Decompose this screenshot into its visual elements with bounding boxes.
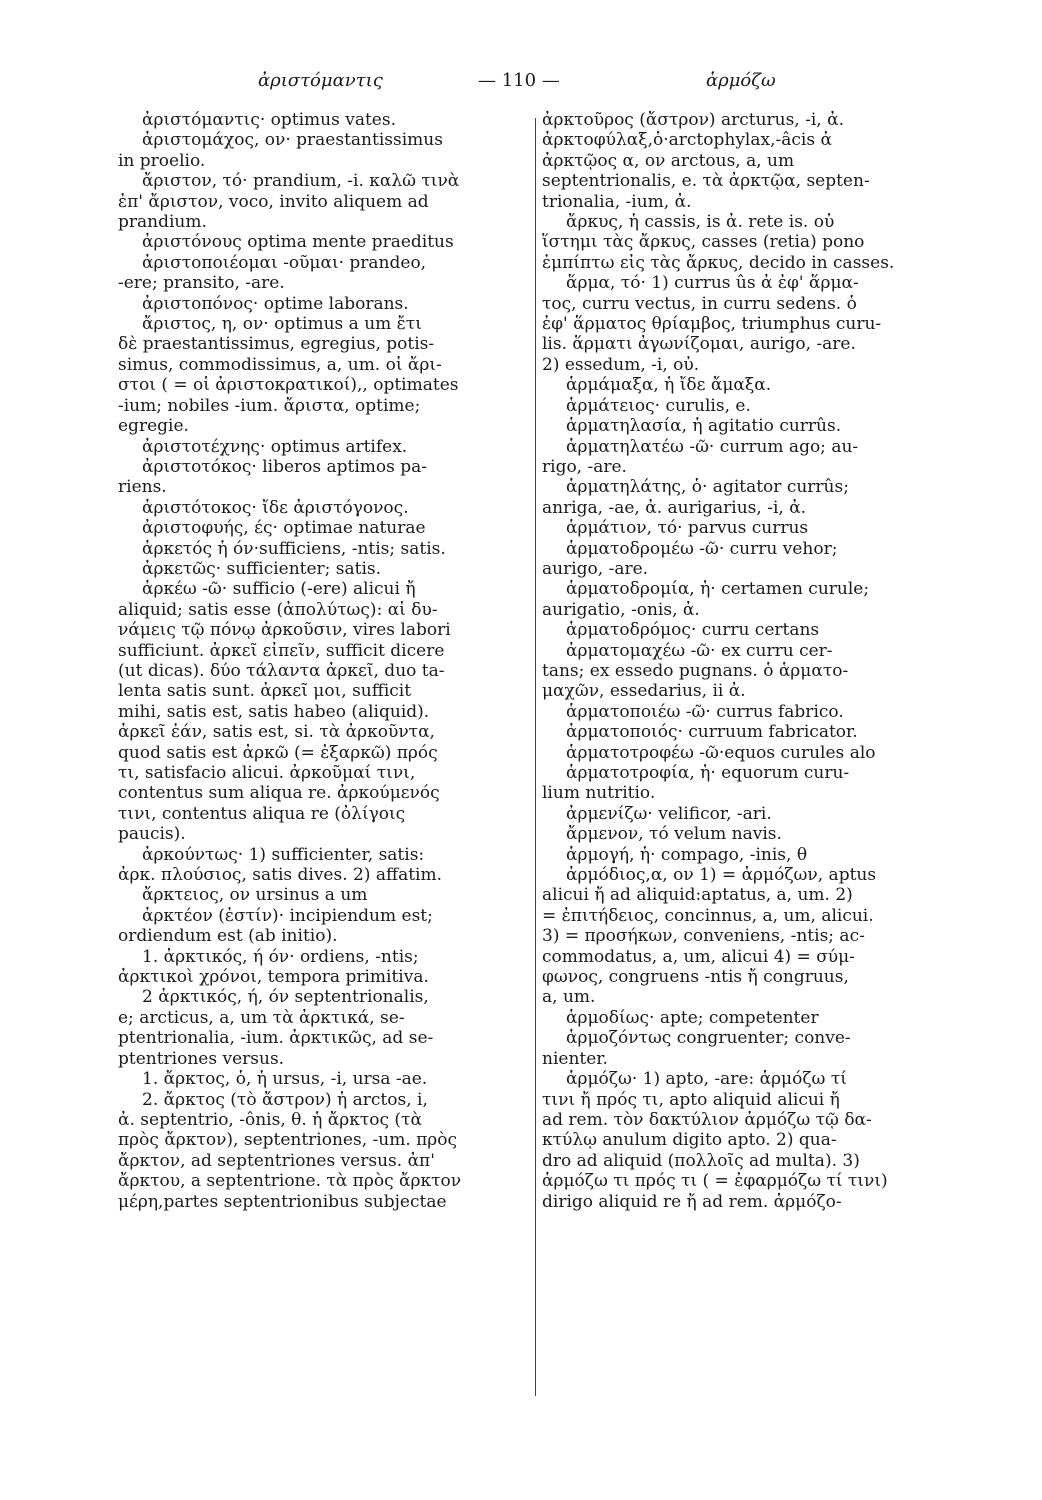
entry-line: -ium; nobiles -ium. ἄριστα, optime;	[118, 395, 421, 416]
entry-line: ἄριστον, τό· prandium, -i. καλῶ τινὰ	[142, 171, 460, 192]
entry-line: ἀρκέω -ῶ· sufficio (-ere) alicui ἤ	[142, 579, 416, 600]
entry-line: (ut dicas). δύο τάλαντα ἀρκεῖ, duo ta-	[118, 660, 445, 681]
entry-line: ἁρματοδρομέω -ῶ· curru vehor;	[566, 538, 838, 559]
entry-line: ἐφ' ἅρματος θρίαμβος, triumphus curu-	[542, 314, 882, 335]
entry-line: ἀρκούντως· 1) sufficienter, satis:	[142, 844, 425, 865]
entry-line: ἀριστοτόκος· liberos aptimos pa-	[142, 456, 428, 477]
entry-line: in proelio.	[118, 150, 206, 171]
entry-line: ἀριστοφυής, ές· optimae naturae	[142, 518, 426, 539]
entry-line: ἀρκ. πλούσιος, satis dives. 2) affatim.	[118, 865, 443, 886]
entry-line: ptentriones versus.	[118, 1048, 285, 1069]
entry-line: ἁρμοζόντως congruenter; conve-	[566, 1028, 851, 1049]
entry-line: paucis).	[118, 824, 186, 845]
header-left-word: ἀριστόμαντις	[258, 70, 383, 91]
entry-line: mihi, satis est, satis habeo (aliquid).	[118, 701, 430, 722]
entry-line: ἄρμενον, τό velum navis.	[566, 824, 782, 845]
right-column	[542, 110, 922, 1212]
entry-line: ἵστημι τὰς ἄρκυς, casses (retia) pono	[542, 232, 865, 253]
running-header	[0, 70, 1042, 100]
entry-line: ἄριστος, η, ον· optimus a um ἔτι	[142, 314, 422, 335]
entry-line: 2. ἄρκτος (τὸ ἄστρον) ἡ arctos, i,	[142, 1089, 428, 1110]
entry-line: ἁρματηλατέω -ῶ· currum ago; au-	[566, 436, 859, 457]
entry-line: ἄρκτον, ad septentriones versus. ἀπ'	[118, 1150, 435, 1171]
column-divider	[535, 118, 536, 1396]
entry-line: ἀριστοπόνος· optime laborans.	[142, 293, 409, 314]
entry-line: riens.	[118, 477, 167, 498]
header-right-word: ἁρμόζω	[706, 70, 776, 91]
entry-line: ἁρματοτροφία, ἡ· equorum curu-	[566, 763, 850, 783]
left-column	[118, 110, 526, 1212]
entry-line: μέρη,partes septentrionibus subjectae	[118, 1191, 447, 1212]
entry-line: ad rem. τὸν δακτύλιον ἁρμόζω τῷ δα-	[542, 1109, 872, 1130]
entry-line: ἀριστόνους optima mente praeditus	[142, 232, 454, 253]
entry-line: commodatus, a, um, alicui 4) = σύμ-	[542, 946, 855, 967]
entry-line: ἁρματοδρομία, ἡ· certamen curule;	[566, 579, 870, 600]
entry-line: 1. ἄρκτος, ὁ, ἡ ursus, -i, ursa -ae.	[142, 1069, 428, 1090]
entry-line: ἁρματοτροφέω -ῶ·equos curules alo	[566, 742, 876, 763]
entry-line: anriga, -ae, ἀ. aurigarius, -i, ἀ.	[542, 497, 807, 518]
entry-line: στοι ( = οἱ ἀριστοκρατικοί),, optimates	[118, 375, 459, 396]
entry-line: ἁρμογή, ἡ· compago, -inis, θ	[566, 844, 808, 865]
entry-line: ἀ. septentrio, -ônis, θ. ἡ ἄρκτος (τὰ	[118, 1109, 422, 1130]
entry-line: ἀρκτῷος α, ον arctous, a, um	[542, 150, 795, 171]
entry-line: ἀρκτοῦρος (ἄστρον) arcturus, -i, ἀ.	[542, 110, 844, 130]
entry-line: κτύλῳ anulum digito apto. 2) qua-	[542, 1130, 837, 1151]
entry-line: ἁρμάτιον, τό· parvus currus	[566, 518, 809, 539]
entry-line: πρὸς ἄρκτον), septentriones, -um. πρὸς	[118, 1130, 458, 1151]
entry-line: a, um.	[542, 987, 596, 1008]
entry-line: sufficiunt. ἀρκεῖ εἰπεῖν, sufficit dicere	[118, 640, 445, 661]
entry-line: τι, satisfacio alicui. ἀρκοῦμαί τινι,	[118, 763, 416, 783]
entry-line: ἀρκτοφύλαξ,ὁ·arctophylax,-âcis ἀ	[542, 130, 832, 151]
entry-line: ἁρματοποιός· curruum fabricator.	[566, 722, 858, 743]
entry-line: ἀρκτικοὶ χρόνοι, tempora primitiva.	[118, 967, 429, 988]
entry-line: dro ad aliquid (πολλοῖς ad multa). 3)	[542, 1150, 860, 1171]
entry-line: ἄρκτου, a septentrione. τὰ πρὸς ἄρκτον	[118, 1171, 462, 1192]
entry-line: ἁρμόδιος,α, ον 1) = ἁρμόζων, aptus	[566, 865, 877, 886]
page-number: — 110 —	[478, 70, 560, 91]
entry-line: 1. ἀρκτικός, ή όν· ordiens, -ntis;	[142, 946, 419, 967]
entry-line: lenta satis sunt. ἀρκεῖ μοι, sufficit	[118, 681, 412, 702]
entry-line: ἁρματηλασία, ἡ agitatio currûs.	[566, 416, 842, 437]
entry-line: prandium.	[118, 212, 207, 233]
entry-line: ἁρματομαχέω -ῶ· ex curru cer-	[566, 640, 833, 661]
entry-line: ἀρκεῖ ἐάν, satis est, si. τὰ ἀρκοῦντα,	[118, 722, 435, 743]
entry-line: ἁρμάτειος· curulis, e.	[566, 395, 751, 416]
entry-line: ἄρκτειος, ον ursinus a um	[142, 885, 368, 906]
entry-line: aurigatio, -onis, ἀ.	[542, 599, 700, 620]
entry-line: ἀρμενίζω· velificor, -ari.	[566, 803, 772, 824]
entry-line: e; arcticus, a, um τὰ ἀρκτικά, se-	[118, 1007, 405, 1028]
entry-line: lium nutritio.	[542, 783, 656, 804]
entry-line: τινι, contentus aliqua re (ὀλίγοις	[118, 803, 406, 824]
entry-line: nienter.	[542, 1048, 608, 1069]
entry-line: simus, commodissimus, a, um. οἱ ἄρι-	[118, 354, 442, 375]
entry-line: νάμεις τῷ πόνῳ ἀρκοῦσιν, vires labori	[118, 620, 451, 641]
entry-line: ἐπ' ἄριστον, voco, invito aliquem ad	[118, 191, 429, 212]
entry-line: alicui ἤ ad aliquid:aptatus, a, um. 2)	[542, 885, 853, 906]
entry-line: ἁρματοδρόμος· curru certans	[566, 620, 820, 641]
entry-line: ἁρματοποιέω -ῶ· currus fabrico.	[566, 701, 844, 722]
entry-line: ἀριστομάχος, ον· praestantissimus	[142, 130, 443, 151]
entry-line: aurigo, -are.	[542, 558, 649, 579]
entry-line: trionalia, -ium, ἀ.	[542, 191, 692, 212]
entry-line: ἁρμάμαξα, ἡ ἴδε ἄμαξα.	[566, 375, 772, 396]
entry-line: δὲ praestantissimus, egregius, potis-	[118, 334, 435, 355]
entry-line: ἀρκετός ἡ όν·sufficiens, -ntis; satis.	[142, 538, 446, 559]
entry-line: ἀριστότοκος· ἴδε ἀριστόγονος.	[142, 497, 409, 518]
entry-line: ἐμπίπτω εἰς τὰς ἄρκυς, decido in casses.	[542, 252, 895, 273]
entry-line: ἀρκετῶς· sufficienter; satis.	[142, 558, 382, 579]
entry-line: egregie.	[118, 416, 189, 437]
entry-line: ἁρμόζω τι πρός τι ( = ἐφαρμόζω τί τινι)	[542, 1171, 888, 1192]
entry-line: dirigo aliquid re ἤ ad rem. ἁρμόζο-	[542, 1191, 842, 1212]
entry-line: φωνος, congruens -ntis ἤ congruus,	[542, 967, 849, 988]
entry-line: aliquid; satis esse (ἀπολύτως): αἱ δυ-	[118, 599, 438, 620]
entry-line: rigo, -are.	[542, 456, 627, 477]
entry-line: 3) = προσήκων, conveniens, -ntis; ac-	[542, 926, 865, 947]
entry-line: contentus sum aliqua re. ἀρκούμενός	[118, 783, 440, 804]
entry-line: septentrionalis, e. τὰ ἀρκτῷα, septen-	[542, 171, 870, 192]
entry-line: ἁρμοδίως· apte; competenter	[566, 1007, 819, 1028]
entry-line: ordiendum est (ab initio).	[118, 926, 338, 947]
entry-line: μαχῶν, essedarius, ii ἀ.	[542, 681, 746, 702]
entry-line: ἀριστοποιέομαι -οῦμαι· prandeo,	[142, 252, 427, 273]
entry-line: ἀριστόμαντις· optimus vates.	[142, 110, 396, 130]
entry-line: τινι ἤ πρός τι, apto aliquid alicui ἤ	[542, 1089, 840, 1110]
entry-line: ptentrionalia, -ium. ἀρκτικῶς, ad se-	[118, 1028, 434, 1049]
entry-line: τος, curru vectus, in curru sedens. ὁ	[542, 293, 857, 314]
entry-line: tans; ex essedo pugnans. ὁ ἁρματο-	[542, 660, 849, 681]
entry-line: quod satis est ἀρκῶ (= ἐξαρκῶ) πρός	[118, 742, 438, 763]
entry-line: ἁρματηλάτης, ὁ· agitator currûs;	[566, 477, 849, 498]
entry-line: lis. ἅρματι ἀγωνίζομαι, aurigo, -are.	[542, 334, 856, 355]
entry-line: = ἐπιτήδειος, concinnus, a, um, alicui.	[542, 905, 874, 926]
entry-line: 2 ἀρκτικός, ή, όν septentrionalis,	[142, 987, 429, 1008]
entry-line: ἁρμόζω· 1) apto, -are: ἁρμόζω τί	[566, 1069, 847, 1090]
entry-line: ἀριστοτέχνης· optimus artifex.	[142, 436, 408, 457]
entry-line: -ere; pransito, -are.	[118, 273, 285, 294]
entry-line: 2) essedum, -i, οὐ.	[542, 354, 700, 375]
entry-line: ἀρκτέον (ἐστίν)· incipiendum est;	[142, 905, 433, 926]
entry-line: ἄρκυς, ἡ cassis, is ἀ. rete is. οὐ	[566, 212, 835, 233]
entry-line: ἅρμα, τό· 1) currus ûs ἀ ἐφ' ἅρμα-	[566, 273, 859, 294]
